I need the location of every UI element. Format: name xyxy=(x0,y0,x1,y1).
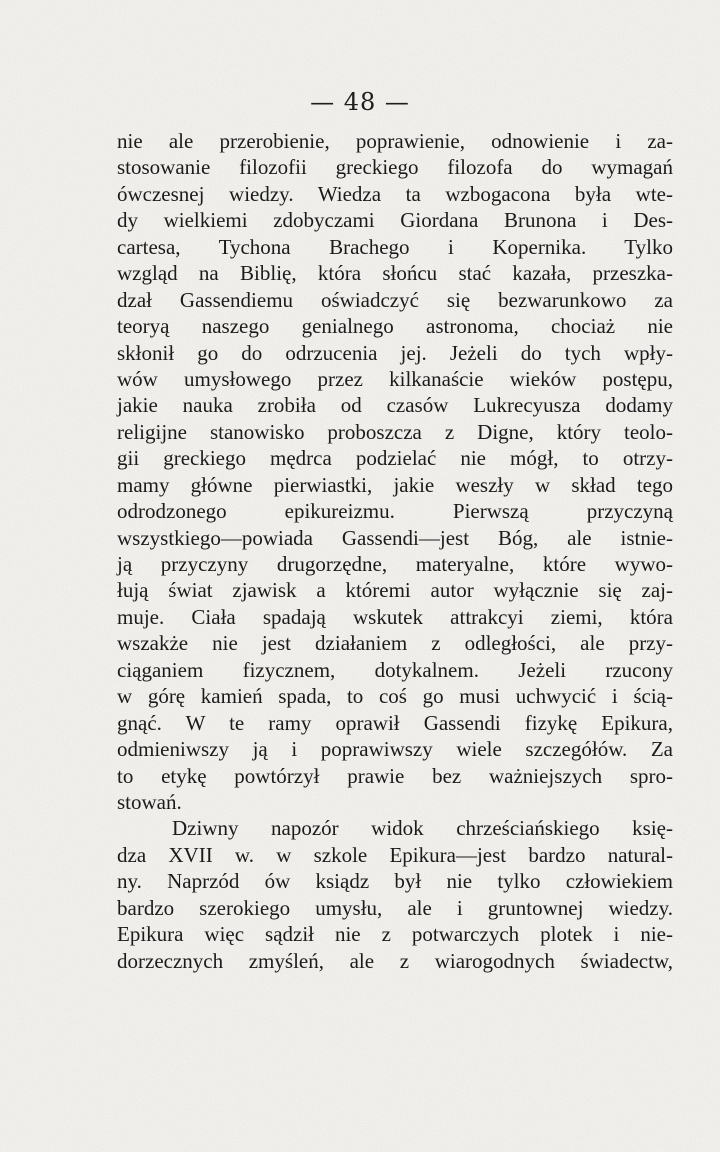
text-line: dza XVII w. w szkole Epikura—jest bardzo natural- xyxy=(117,842,673,867)
text-line: jakie nauka zrobiła od czasów Lukrecyusza dodamy xyxy=(117,393,673,418)
text-line: ówczesnej wiedzy. Wiedza ta wzbogacona była wte- xyxy=(117,181,673,206)
text-line: to etykę powtórzył prawie bez ważniejszych spro- xyxy=(117,763,673,788)
text-line: wów umysłowego przez kilkanaście wieków postępu, xyxy=(117,366,673,391)
text-line: teoryą naszego genialnego astronoma, chociaż nie xyxy=(117,314,673,339)
text-line: muje. Ciała spadają wskutek attrakcyi ziemi, która xyxy=(117,604,673,629)
text-line: ciąganiem fizycznem, dotykalnem. Jeżeli rzucony xyxy=(117,657,673,682)
text-line: dorzecznych zmyśleń, ale z wiarogodnych świadectw, xyxy=(117,948,673,973)
text-line: w górę kamień spada, to coś go musi uchwycić i ścią- xyxy=(117,684,673,709)
body-text xyxy=(117,128,673,974)
text-line: ny. Naprzód ów ksiądz był nie tylko człowiekiem xyxy=(117,869,673,894)
text-line: dy wielkiemi zdobyczami Giordana Brunona i Des- xyxy=(117,208,673,233)
text-line: odrodzonego epikureizmu. Pierwszą przyczyną xyxy=(117,499,673,524)
text-line: łują świat zjawisk a któremi autor wyłącznie się zaj- xyxy=(117,578,673,603)
text-line: Dziwny napozór widok chrześciańskiego księ- xyxy=(172,816,673,841)
text-line: wszystkiego—powiada Gassendi—jest Bóg, ale istnie- xyxy=(117,525,673,550)
paragraph-2 xyxy=(117,815,673,974)
text-line: Epikura więc sądził nie z potwarczych plotek i nie- xyxy=(117,922,673,947)
text-line: dzał Gassendiemu oświadczyć się bezwarunkowo za xyxy=(117,287,673,312)
text-line: mamy główne pierwiastki, jakie weszły w skład tego xyxy=(117,472,673,497)
paragraph-1 xyxy=(117,128,673,815)
text-line: stosowanie filozofii greckiego filozofa do wymagań xyxy=(117,155,673,180)
text-line: skłonił go do odrzucenia jej. Jeżeli do tych wpły- xyxy=(117,340,673,365)
text-line: wzgląd na Biblię, która słońcu stać kazała, przeszka- xyxy=(117,261,673,286)
text-line: cartesa, Tychona Brachego i Kopernika. Tylko xyxy=(117,234,673,259)
text-line: ją przyczyny drugorzędne, materyalne, które wywo- xyxy=(117,552,673,576)
text-line: wszakże nie jest działaniem z odległości, ale przy- xyxy=(117,631,673,656)
text-line: odmieniwszy ją i poprawiwszy wiele szczegółów. Za xyxy=(117,737,673,762)
text-line: gii greckiego mędrca podzielać nie mógł, to otrzy- xyxy=(117,446,673,471)
text-line: stowań. xyxy=(117,789,182,814)
text-line: bardzo szerokiego umysłu, ale i gruntownej wiedzy. xyxy=(117,895,673,920)
page-number: — 48 — xyxy=(310,88,410,116)
text-line: religijne stanowisko proboszcza z Digne, który teolo- xyxy=(117,419,673,444)
text-line: gnąć. W te ramy oprawił Gassendi fizykę Epikura, xyxy=(117,710,673,735)
text-line: nie ale przerobienie, poprawienie, odnowienie i za- xyxy=(117,129,673,153)
